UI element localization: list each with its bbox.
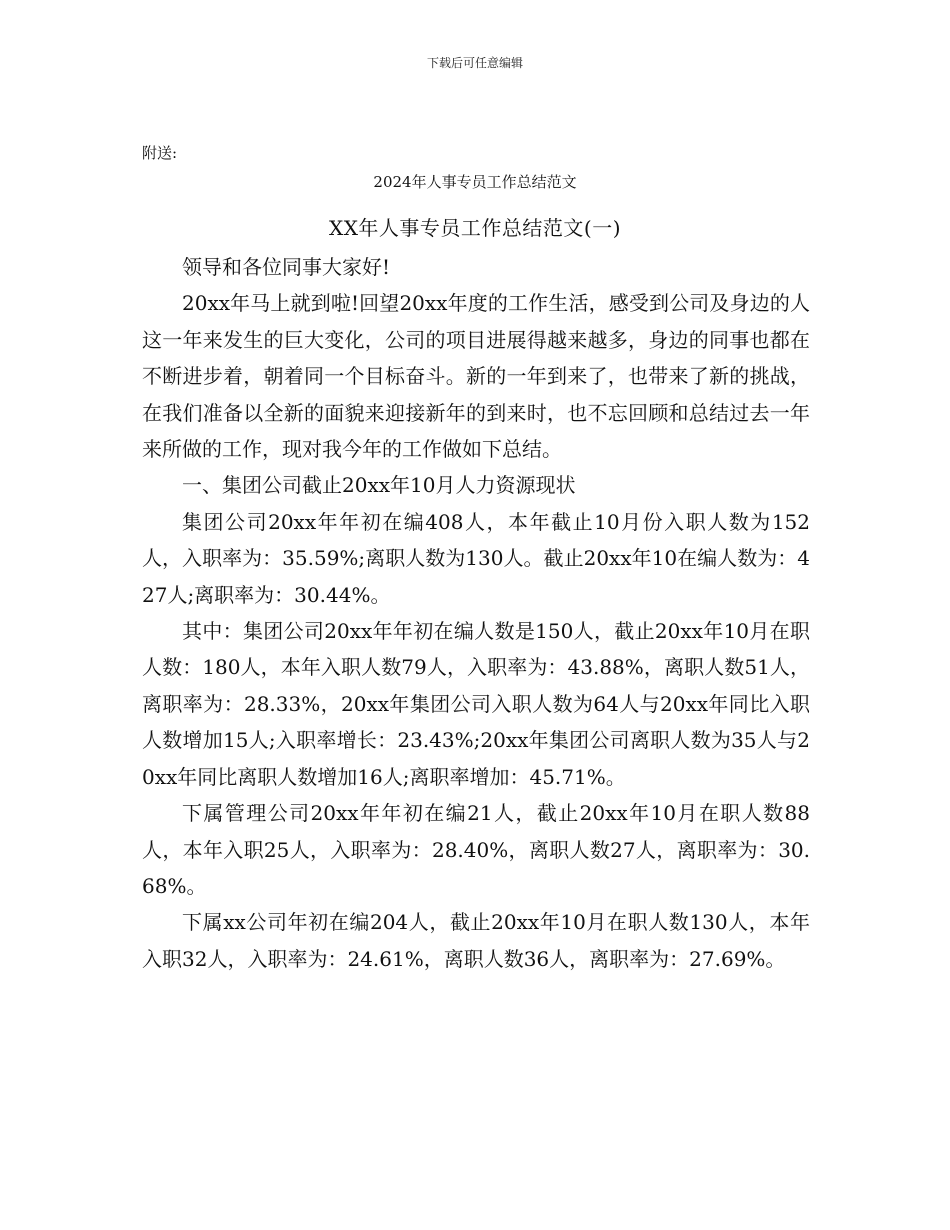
paragraph-xx-company: 下属xx公司年初在编204人，截止20xx年10月在职人数130人，本年入职32人，入职率为：24.61%，离职人数36人，离职率为：27.69%。 <box>142 910 810 971</box>
section-heading: 一、集团公司截止20xx年10月人力资源现状 <box>182 473 576 498</box>
document-title: XX年人事专员工作总结范文(一) <box>328 216 622 240</box>
paragraph-group-detail: 其中：集团公司20xx年年初在编人数是150人，截止20xx年10月在职人数：180人，本年入职人数79人，入职率为：43.88%，离职人数51人，离职率为：28.33%，20xx年集团公司入职人数为64人与20xx年同比入职人数增加15人;入职率增长：23.43%;20xx年集团公司离职人数为35人与20xx年同比离职人数增加16人;离职率增加：45.71%。 <box>142 619 810 789</box>
header-note: 下载后可任意编辑 <box>426 56 523 70</box>
paragraph-greeting: 领导和各位同事大家好! <box>182 255 391 279</box>
attach-label: 附送: <box>142 144 178 162</box>
document-body <box>142 249 810 977</box>
paragraph-intro: 20xx年马上就到啦!回望20xx年度的工作生活，感受到公司及身边的人这一年来发生的巨大变化，公司的项目进展得越来越多，身边的同事也都在不断进步着，朝着同一个目标奋斗。新的一年到来了，也带来了新的挑战，在我们准备以全新的面貌来迎接新年的到来时，也不忘回顾和总结过去一年来所做的工作，现对我今年的工作做如下总结。 <box>142 291 810 462</box>
document-subtitle: 2024年人事专员工作总结范文 <box>373 173 577 191</box>
paragraph-management-company: 下属管理公司20xx年年初在编21人，截止20xx年10月在职人数88人，本年入职25人，入职率为：28.40%，离职人数27人，离职率为：30.68%。 <box>142 801 810 898</box>
paragraph-group-overview: 集团公司20xx年年初在编408人，本年截止10月份入职人数为152人，入职率为：35.59%;离职人数为130人。截止20xx年10在编人数为：427人;离职率为：30.44%。 <box>142 509 810 607</box>
